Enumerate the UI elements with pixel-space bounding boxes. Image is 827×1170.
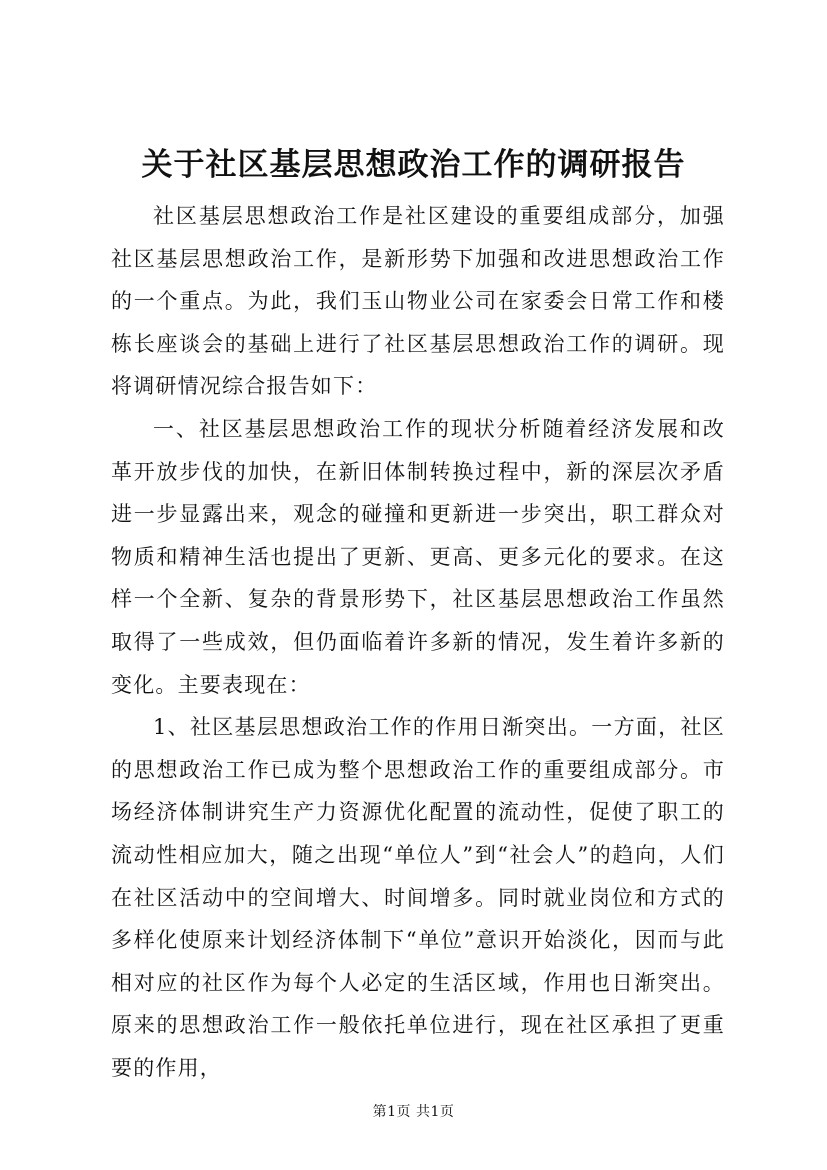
document-title: 关于社区基层思想政治工作的调研报告 [141, 147, 686, 183]
document-body [111, 195, 725, 1089]
paragraph-point-one: 1、社区基层思想政治工作的作用日渐突出。一方面，社区的思想政治工作已成为整个思想政治工作的重要组成部分。市场经济体制讲究生产力资源优化配置的流动性，促使了职工的流动性相应加大，随之出现“单位人”到“社会人”的趋向，人们在社区活动中的空间增大、时间增多。同时就业岗位和方式的多样化使原来计划经济体制下“单位”意识开始淡化，因而与此相对应的社区作为每个人必定的生活区域，作用也日渐突出。原来的思想政治工作一般依托单位进行，现在社区承担了更重要的作用， [111, 715, 725, 1080]
paragraph-section-one: 一、社区基层思想政治工作的现状分析随着经济发展和改革开放步伐的加快，在新旧体制转换过程中，新的深层次矛盾进一步显露出来，观念的碰撞和更新进一步突出，职工群众对物质和精神生活也提出了更新、更高、更多元化的要求。在这样一个全新、复杂的背景形势下，社区基层思想政治工作虽然取得了一些成效，但仍面临着许多新的情况，发生着许多新的变化。主要表现在： [111, 416, 725, 697]
page-number-footer: 第1页 共1页 [372, 1104, 455, 1120]
paragraph-intro: 社区基层思想政治工作是社区建设的重要组成部分，加强社区基层思想政治工作，是新形势下加强和改进思想政治工作的一个重点。为此，我们玉山物业公司在家委会日常工作和楼栋长座谈会的基础上进行了社区基层思想政治工作的调研。现将调研情况综合报告如下： [111, 204, 725, 399]
